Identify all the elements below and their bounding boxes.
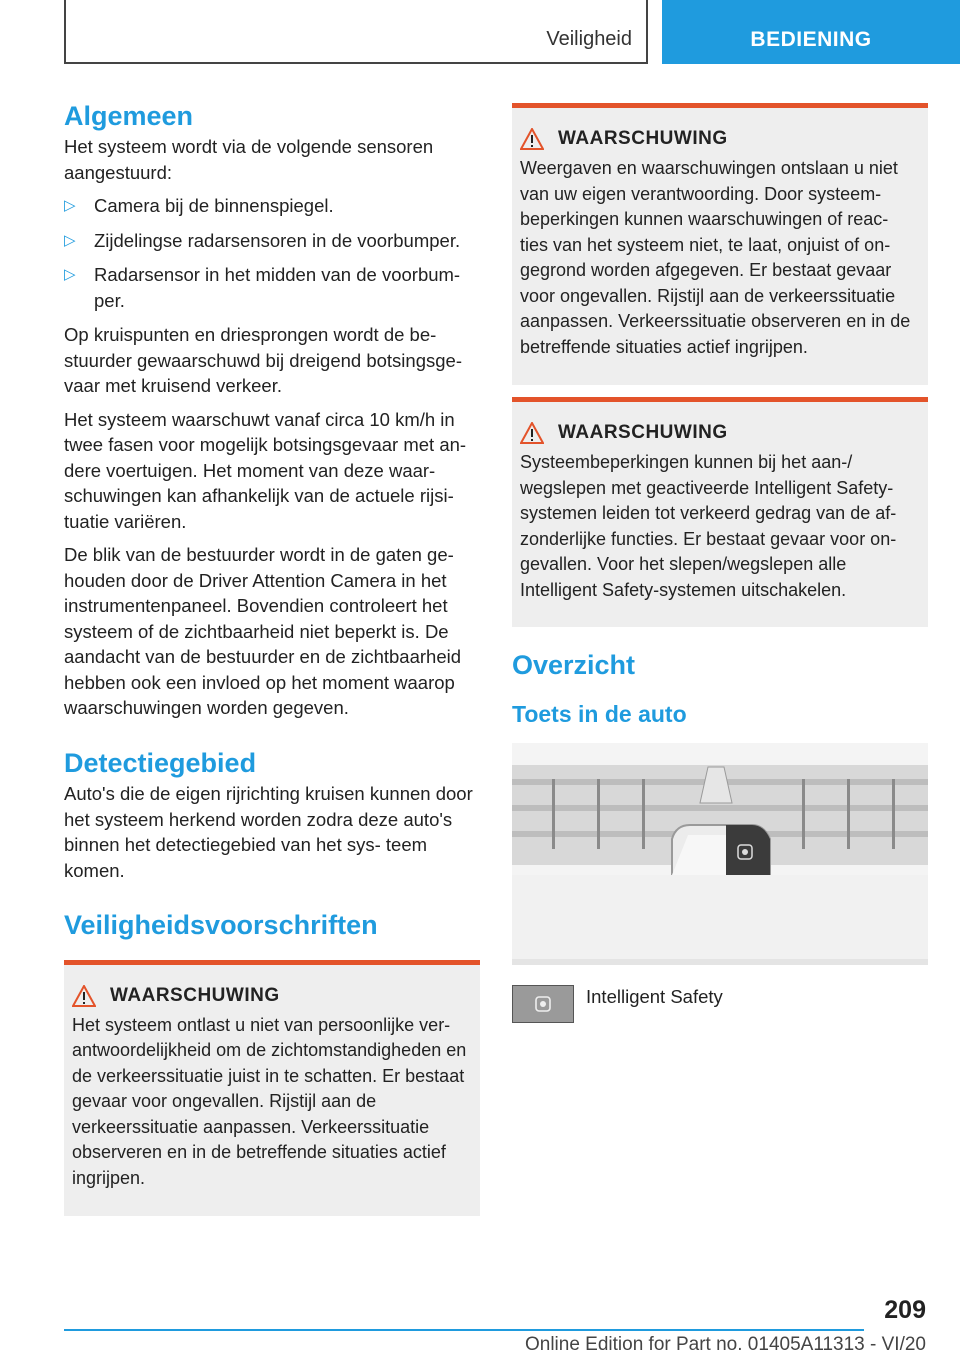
- list-item-text: Zijdelingse radarsensoren in de voorbumper.: [94, 229, 461, 251]
- header-chapter-label: BEDIENING: [750, 28, 872, 51]
- heading-detectiegebied: Detectiegebied: [64, 747, 257, 778]
- right-column: [512, 100, 928, 1023]
- list-item-text: Camera bij de binnenspiegel.: [94, 195, 334, 217]
- intelligent-safety-label: Intelligent Safety: [586, 985, 723, 1007]
- list-item: [64, 193, 480, 219]
- footer-divider: [64, 1329, 864, 1331]
- list-item-text: Radarsensor in het midden van de voorbum- per.: [94, 264, 461, 311]
- button-legend-row: [512, 985, 928, 1023]
- algemeen-intro: Het systeem wordt via de volgende sensoren aangestuurd:: [64, 136, 434, 183]
- sensor-list: [64, 193, 480, 313]
- warning-box: [512, 103, 928, 385]
- warning-box: [64, 960, 480, 1216]
- warning-box: [512, 397, 928, 627]
- intelligent-safety-button-icon: [512, 985, 574, 1023]
- list-item: [64, 262, 480, 313]
- warning-header: [520, 128, 920, 150]
- header-chapter-tab: [662, 0, 960, 64]
- triangle-bullet-icon: ▷: [64, 197, 76, 215]
- paragraph-crossing: Op kruispunten en driesprongen wordt de be- stuurder gewaarschuwd bij dreigend botsingsge- vaar met kruisend verkeer.: [64, 324, 462, 397]
- heading-veiligheidsvoorschriften: Veiligheidsvoorschriften: [64, 910, 378, 941]
- warning-title: WAARSCHUWING: [558, 128, 728, 149]
- warning-triangle-icon: [72, 985, 96, 1007]
- warning-text: Weergaven en waarschuwingen ontslaan u niet van uw eigen verantwoording. Door systeem- beperkingen kunnen waarschuwingen of reac- ties van het systeem niet, te laat, onjuist of on- gegrond worden afgegeven. Er bestaat gevaar voor ongevallen. Rijstijl aan de verkeerssituatie aanpassen. Verkeerssituatie observeren en in de betreffende situaties actief ingrijpen.: [520, 158, 911, 357]
- paragraph-speed: Het systeem waarschuwt vanaf circa 10 km/h in twee fasen voor mogelijk botsingsgevaar met an- dere voertuigen. Het moment van deze waar- schuwingen kan afhankelijk van de actuele rijsi- tuatie variëren.: [64, 408, 467, 532]
- warning-triangle-icon: [520, 422, 544, 444]
- dashboard-button-photo: [512, 743, 928, 965]
- paragraph-attention: De blik van de bestuurder wordt in de gaten ge- houden door de Driver Attention Camera in het instrumentenpaneel. Bovendien controleert het systeem of de zichtbaarheid niet beperkt is. De aandacht van de bestuurder en de zichtbaarheid hebben ook een invloed op het moment waarop waarschuwingen worden gegeven.: [64, 544, 462, 719]
- button-panel-illustration: [512, 743, 928, 965]
- left-column: [64, 100, 480, 1216]
- page-number: 209: [884, 1296, 926, 1324]
- heading-toets-in-de-auto: Toets in de auto: [512, 701, 687, 728]
- paragraph-detection: Auto's die de eigen rijrichting kruisen kunnen door het systeem herkend worden zodra deze auto's binnen het detectiegebied van het sys- teem komen.: [64, 783, 473, 881]
- list-item: [64, 228, 480, 254]
- warning-header: [72, 985, 472, 1007]
- warning-title: WAARSCHUWING: [110, 984, 280, 1006]
- warning-text: Systeembeperkingen kunnen bij het aan-/ wegslepen met geactiveerde Intelligent Safety- systemen leiden tot verkeerd gedrag van de af- zonderlijke functies. Er bestaat gevaar voor on- gevallen. Voor het slepen/wegslepen alle Intelligent Safety-systemen uitschakelen.: [520, 452, 897, 600]
- warning-header: [520, 422, 920, 444]
- header-section-title: Veiligheid: [546, 28, 632, 50]
- triangle-bullet-icon: ▷: [64, 231, 76, 249]
- intelligent-safety-icon: [533, 994, 553, 1014]
- triangle-bullet-icon: ▷: [64, 266, 76, 284]
- heading-overzicht: Overzicht: [512, 650, 636, 680]
- warning-text: Het systeem ontlast u niet van persoonlijke ver- antwoordelijkheid om de zichtomstandigheden en de verkeerssituatie juist in te schatten. Er bestaat gevaar voor ongevallen. Rijstijl aan de verkeerssituatie aanpassen. Verkeerssituatie observeren en in de betreffende situaties actief ingrijpen.: [72, 1014, 467, 1188]
- heading-algemeen: Algemeen: [64, 101, 194, 131]
- footer-edition: Online Edition for Part no. 01405A11313 - VI/20: [524, 1334, 926, 1355]
- warning-title: WAARSCHUWING: [558, 422, 728, 443]
- warning-triangle-icon: [520, 128, 544, 150]
